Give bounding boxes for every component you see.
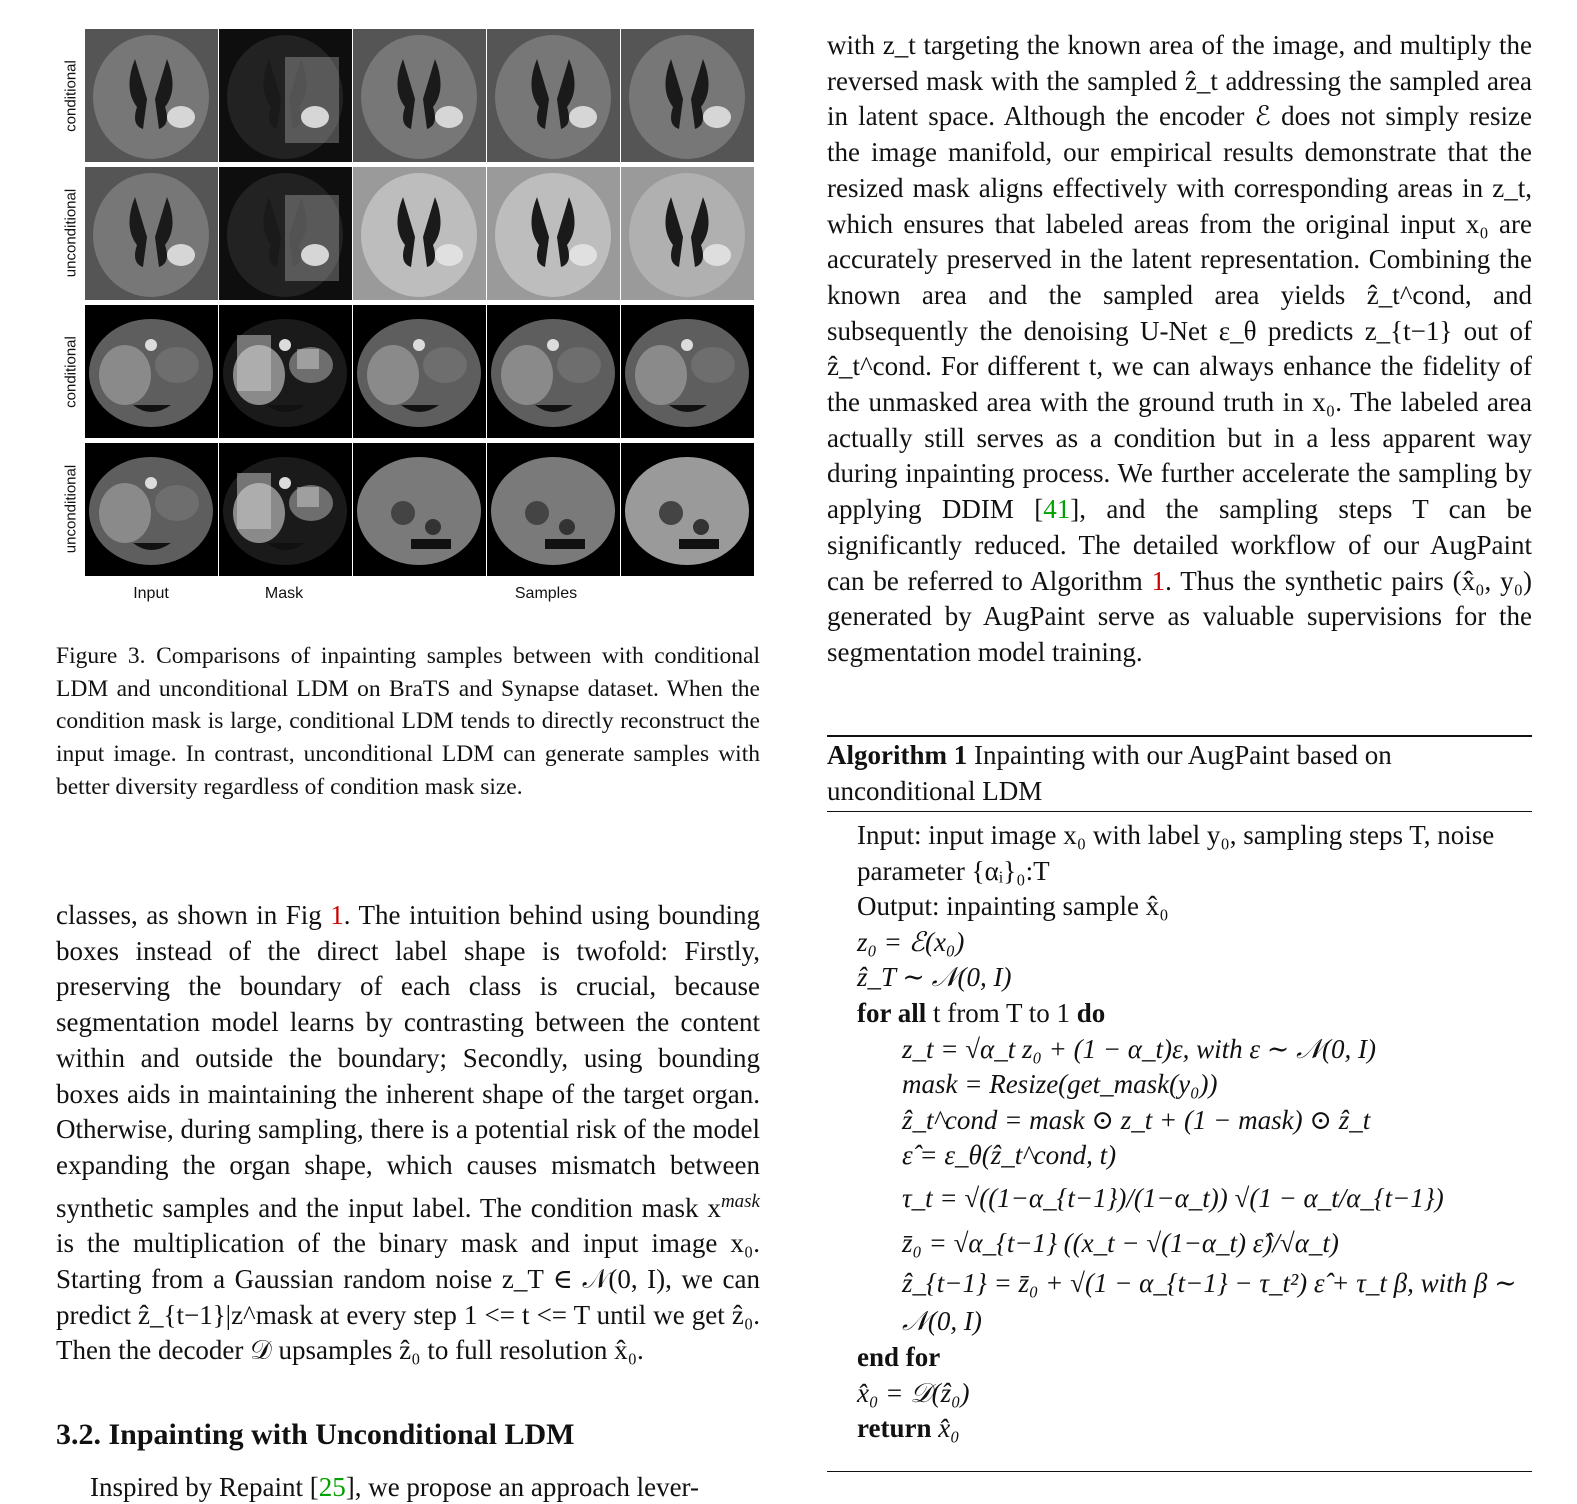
figure-tile-synapse-unconditional-sample-3: [621, 443, 754, 576]
figure-tile-synapse-conditional-sample-2: [487, 305, 620, 438]
row-label-synapse-conditional: conditional: [62, 336, 80, 408]
figure-tile-brats-unconditional-sample-3: [621, 167, 754, 300]
figure-tile-brats-unconditional-mask: [219, 167, 352, 300]
citation-41-link[interactable]: 41: [1043, 494, 1071, 525]
algo-encode-line: z₀ = ℰ(x₀): [857, 926, 965, 957]
figure-tile-brats-unconditional-input: [85, 167, 218, 300]
citation-25-link[interactable]: 25: [318, 1472, 346, 1502]
algo-step-zbar: z̄₀ = √α_{t−1} ((x_t − √(1−α_t) ε̂)/√α_t): [902, 1227, 1339, 1258]
figure-tile-synapse-unconditional-sample-1: [353, 443, 486, 576]
figure-tile-synapse-unconditional-sample-2: [487, 443, 620, 576]
algo-end-for: end for: [857, 1341, 941, 1372]
section-heading-3-2: 3.2. Inpainting with Unconditional LDM: [56, 1418, 575, 1451]
algorithm-bottom-rule: [827, 1471, 1532, 1472]
figure-caption: Figure 3. Comparisons of inpainting samples between with conditional LDM and unconditional LDM on BraTS and Synapse dataset. When the condition mask is large, conditional LDM tends to directly reconstruct the input image. In contrast, unconditional LDM can generate samples with better diversity regardless of condition mask size.: [56, 643, 760, 800]
row-label-brats-unconditional: unconditional: [62, 188, 80, 278]
left-column-text: [56, 898, 760, 1369]
algo-step-tau: τ_t = √((1−α_{t−1})/(1−α_t)) √(1 − α_t/α_{t−1}): [902, 1182, 1444, 1213]
algorithm-ref-link[interactable]: 1: [1151, 565, 1166, 596]
algo-noise-line: ẑ_T ∼ 𝒩(0, I): [857, 962, 1012, 993]
algorithm-body: [827, 812, 1532, 1447]
algo-decode-line: x̂₀ = 𝒟(ẑ₀): [857, 1377, 970, 1408]
figure-tile-synapse-unconditional-mask: [219, 443, 352, 576]
fig-ref-link[interactable]: 1: [330, 900, 344, 930]
figure-tile-synapse-conditional-sample-1: [353, 305, 486, 438]
algorithm-1: [827, 735, 1532, 1447]
figure-tile-brats-conditional-input: [85, 29, 218, 162]
algorithm-title: Algorithm 1 Inpainting with our AugPaint based on unconditional LDM: [827, 740, 1392, 806]
figure-tile-brats-conditional-sample-1: [353, 29, 486, 162]
algo-input-line: Input: input image x₀ with label y₀, sampling steps T, noise parameter {αᵢ}₀:T: [857, 820, 1495, 886]
algo-step-combine: ẑ_t^cond = mask ⊙ z_t + (1 − mask) ⊙ ẑ_t: [902, 1104, 1371, 1135]
figure-tile-brats-unconditional-sample-1: [353, 167, 486, 300]
algo-step-update: ẑ_{t−1} = z̄₀ + √(1 − α_{t−1} − τ_t²) ε̂ + τ_t β, with β ∼ 𝒩(0, I): [902, 1267, 1517, 1336]
row-label-brats-conditional: conditional: [62, 60, 80, 132]
algo-step-mask: mask = Resize(get_mask(y₀)): [902, 1069, 1218, 1100]
paragraph-latent-mask: with z_t targeting the known area of the image, and multiply the reversed mask with the sampled ẑ_t addressing the sampled area in latent space. Although the encoder ℰ does not simply resize the image manifold, our empirical results demonstrate that the resized mask aligns effectively with corresponding areas in z_t, which ensures that labeled areas from the original input x₀ are accurately preserved in the latent representation. Combining the known area and the sampled area yields ẑ_t^cond, and subsequently the denoising U-Net ε_θ predicts z_{t−1} out of ẑ_t^cond. For different t, we can always enhance the fidelity of the unmasked area with the ground truth in x₀. The labeled area actually still serves as a condition but in a less apparent way during inpainting process. We further accelerate the sampling by applying DDIM [41], and the sampling steps T can be significantly reduced. The detailed workflow of our AugPaint can be referred to Algorithm 1. Thus the synthetic pairs (x̂₀, y₀) generated by AugPaint serve as valuable supervisions for the segmentation model training.: [827, 30, 1532, 667]
algo-output-line: Output: inpainting sample x̂₀: [857, 891, 1169, 922]
algo-step-predict: ε̂ = ε_θ(ẑ_t^cond, t): [902, 1140, 1117, 1171]
algo-for-line: for all t from T to 1 do: [857, 997, 1106, 1028]
col-label-samples: Samples: [514, 585, 578, 602]
figure-tile-brats-conditional-sample-2: [487, 29, 620, 162]
figure-3: [56, 28, 760, 608]
figure-tile-synapse-conditional-mask: [219, 305, 352, 438]
algo-step-forward: z_t = √α_t z₀ + (1 − α_t)ε, with ε ∼ 𝒩(0, I): [902, 1033, 1376, 1064]
col-label-input: Input: [133, 585, 169, 602]
figure-tile-brats-unconditional-sample-2: [487, 167, 620, 300]
algo-return-line: return x̂₀: [857, 1413, 960, 1444]
figure-tile-synapse-conditional-input: [85, 305, 218, 438]
row-label-synapse-unconditional: unconditional: [62, 464, 80, 554]
right-column-text: [827, 28, 1532, 671]
paragraph-repaint-start: Inspired by Repaint [25], we propose an approach lever-: [90, 1472, 699, 1502]
paragraph-bounding-boxes: classes, as shown in Fig 1. The intuition behind using bounding boxes instead of the direct label shape is twofold: Firstly, preserving the boundary of each class is crucial, because segmentation model learns by contrasting between the content within and outside the boundary; Secondly, using bounding boxes aids in maintaining the inherent shape of the target organ. Otherwise, during sampling, there is a potential risk of the model expanding the organ shape, which causes mismatch between synthetic samples and the input label. The condition mask $x^{mask}$ is the multiplication of the binary mask and input image x₀. Starting from a Gaussian random noise z_T ∈ 𝒩(0, I), we can predict ẑ_{t−1}|z^mask at every step 1 <= t <= T until we get ẑ₀. Then the decoder 𝒟 upsamples ẑ₀ to full resolution x̂₀.: [56, 900, 760, 1366]
figure-tile-brats-conditional-mask: [219, 29, 352, 162]
figure-tile-synapse-unconditional-input: [85, 443, 218, 576]
col-label-mask: Mask: [264, 585, 304, 602]
figure-tile-brats-conditional-sample-3: [621, 29, 754, 162]
figure-tile-synapse-conditional-sample-3: [621, 305, 754, 438]
